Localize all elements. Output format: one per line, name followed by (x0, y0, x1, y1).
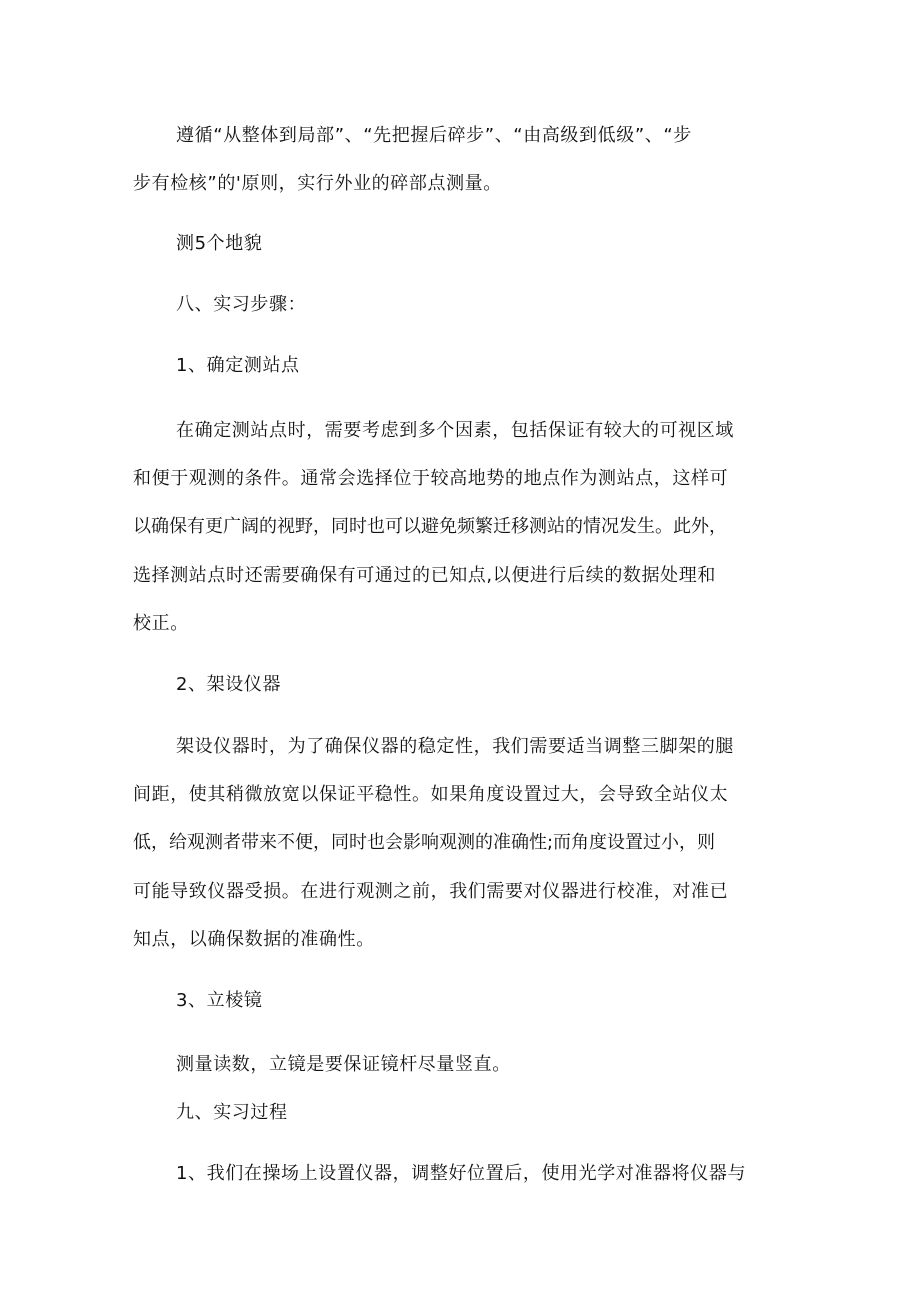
step2-line-1: 架设仪器时，为了确保仪器的稳定性，我们需要适当调整三脚架的腿 (176, 736, 734, 757)
step1-line-2: 和便于观测的条件。通常会选择位于较高地势的地点作为测站点，这样可 (133, 468, 729, 489)
step1-line-5: 校正。 (133, 613, 189, 634)
section9-heading: 九、实习过程 (176, 1102, 288, 1123)
step3-line: 测量读数，立镜是要保证镜杆尽量竖直。 (176, 1054, 511, 1075)
measure-note: 测5个地貌 (176, 233, 263, 254)
step2-line-2: 间距，使其稍微放宽以保证平稳性。如果角度设置过大，会导致全站仪太 (133, 784, 729, 805)
step2-line-3: 低，给观测者带来不便，同时也会影响观测的准确性;而角度设置过小，则 (133, 832, 716, 853)
step1-line-1: 在确定测站点时，需要考虑到多个因素，包括保证有较大的可视区域 (176, 420, 734, 441)
step2-line-4: 可能导致仪器受损。在进行观测之前，我们需要对仪器进行校准，对准已 (133, 881, 729, 902)
step2-heading: 2、架设仪器 (176, 674, 282, 695)
step1-heading: 1、确定测站点 (176, 355, 300, 376)
step2-line-5: 知点，以确保数据的准确性。 (133, 929, 375, 950)
intro-line-2: 步有检核”的'原则，实行外业的碎部点测量。 (133, 173, 502, 194)
process-line-1: 1、我们在操场上设置仪器，调整好位置后，使用光学对准器将仪器与 (176, 1163, 747, 1184)
section8-heading: 八、实习步骤： (176, 294, 307, 315)
step1-line-4: 选择测站点时还需要确保有可通过的已知点,以便进行后续的数据处理和 (133, 565, 716, 586)
step3-heading: 3、立棱镜 (176, 990, 263, 1011)
step1-line-3: 以确保有更广阔的视野，同时也可以避免频繁迁移测站的情况发生。此外， (133, 516, 727, 537)
intro-line-1: 遵循“从整体到局部”、“先把握后碎步”、“由高级到低级”、“步 (176, 125, 692, 146)
